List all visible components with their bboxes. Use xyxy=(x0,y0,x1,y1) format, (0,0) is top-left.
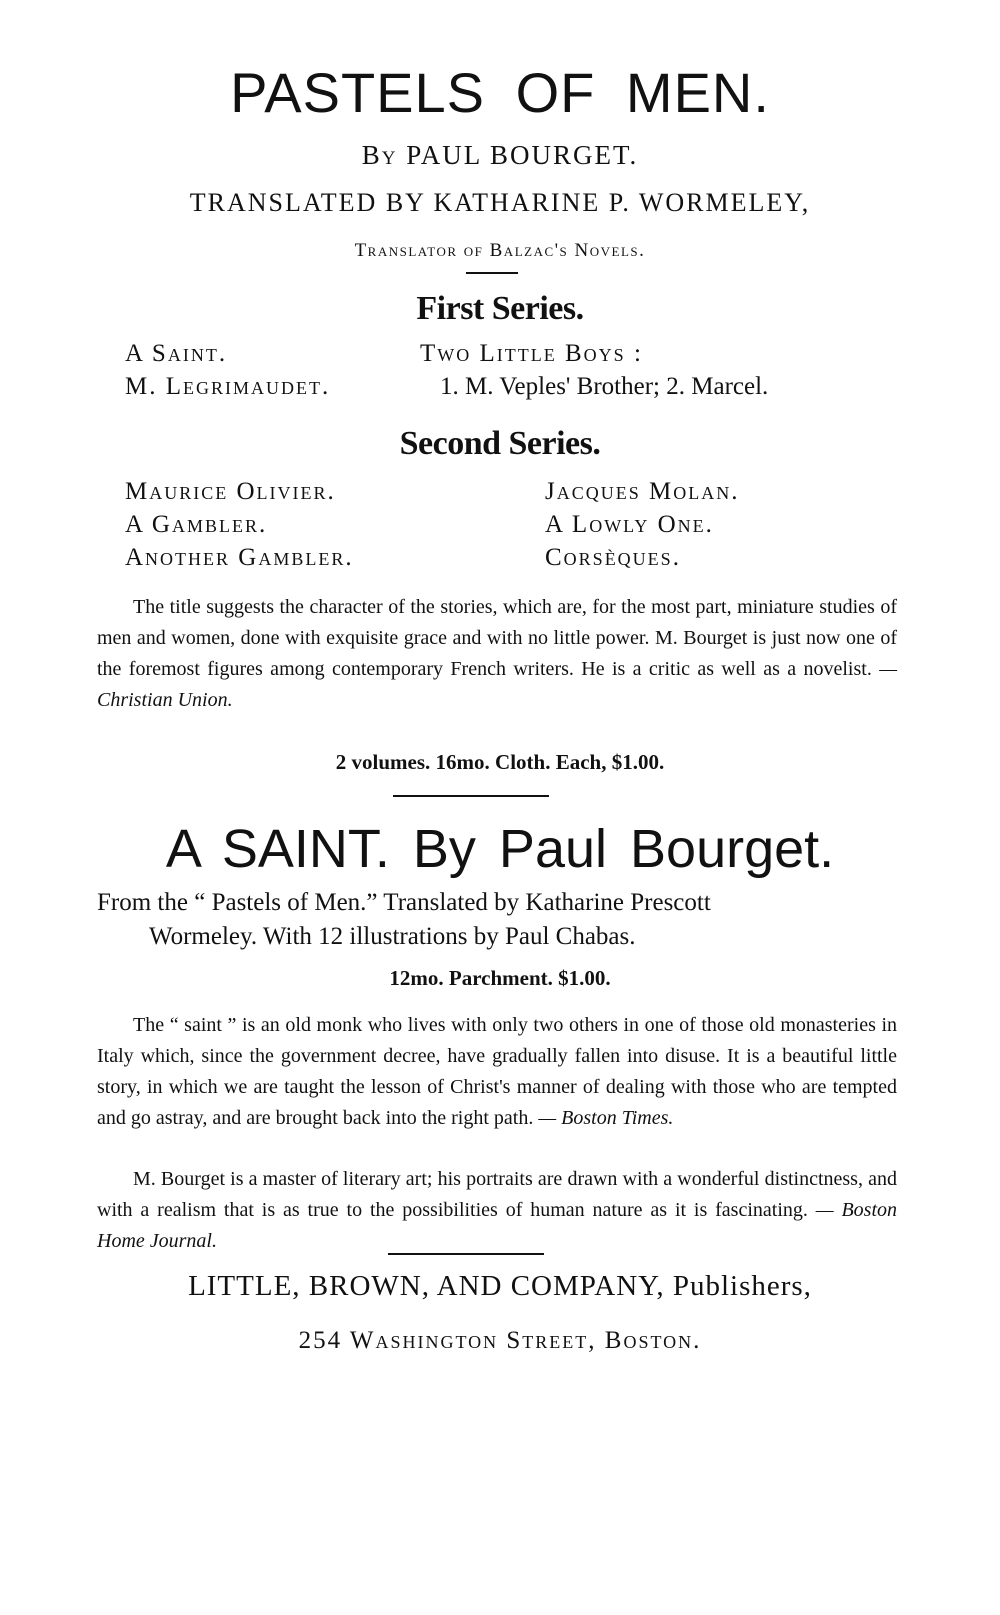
second-series-item: A Lowly One. xyxy=(545,511,714,538)
second-series-item: A Gambler. xyxy=(125,511,268,538)
first-series-item: Two Little Boys : xyxy=(420,340,643,367)
review-source: — Boston Times. xyxy=(538,1107,674,1129)
review-text: The title suggests the character of the stories, which are, for the most part, miniature studies of men and women, done with exquisite grace and with no little power. M. Bourget is just now one of the foremost figures among contemporary French writers. He is a critic as well as a novelist. xyxy=(97,596,897,680)
translator-credit: Translator of Balzac's Novels. xyxy=(354,240,646,261)
review-text: The “ saint ” is an old monk who lives with only two others in one of those old monasteries in Italy which, since the government decree, have gradually fallen into disuse. It is a beautiful little story, in which we are taught the lesson of Christ's manner of dealing with those who are tempted and go astray, and are brought back into the right path. xyxy=(97,1014,897,1129)
divider xyxy=(388,1253,544,1255)
review-source: — Christian Union. xyxy=(97,658,898,711)
description-line: Wormeley. With 12 illustrations by Paul Chabas. xyxy=(149,923,636,950)
publisher-address: 254 Washington Street, Boston. xyxy=(298,1327,702,1354)
second-series-heading: Second Series. xyxy=(399,425,601,462)
publisher-name: LITTLE, BROWN, AND COMPANY, Publishers, xyxy=(188,1270,812,1302)
review-christian-union xyxy=(97,592,897,716)
review-source: — Boston Home Journal. xyxy=(97,1199,898,1252)
description-line: From the “ Pastels of Men.” Translated by Katharine Prescott xyxy=(97,889,711,916)
first-series-heading: First Series. xyxy=(416,290,584,327)
book-description xyxy=(97,886,897,954)
author-line: By PAUL BOURGET. xyxy=(361,140,639,170)
first-series-item: M. Legrimaudet. xyxy=(125,373,331,400)
price-line: 12mo. Parchment. $1.00. xyxy=(389,966,611,990)
translator-line: TRANSLATED BY KATHARINE P. WORMELEY, xyxy=(189,188,811,217)
section-title: A SAINT. By Paul Bourget. xyxy=(165,819,835,879)
first-series-item: 1. M. Veples' Brother; 2. Marcel. xyxy=(440,373,769,400)
second-series-item: Maurice Olivier. xyxy=(125,478,336,505)
second-series-item: Another Gambler. xyxy=(125,544,354,571)
divider xyxy=(393,795,549,797)
second-series-item: Jacques Molan. xyxy=(545,478,740,505)
second-series-item: Corsèques. xyxy=(545,544,681,571)
review-boston-times xyxy=(97,1010,897,1134)
price-line: 2 volumes. 16mo. Cloth. Each, $1.00. xyxy=(335,750,665,774)
first-series-item: A Saint. xyxy=(125,340,228,367)
page-title: PASTELS OF MEN. xyxy=(230,61,770,124)
divider-short xyxy=(466,272,518,274)
review-text: M. Bourget is a master of literary art; his portraits are drawn with a wonderful distinctness, and with a realism that is as true to the possibilities of human nature as it is fascinating. xyxy=(97,1168,897,1221)
review-boston-home-journal xyxy=(97,1164,897,1257)
